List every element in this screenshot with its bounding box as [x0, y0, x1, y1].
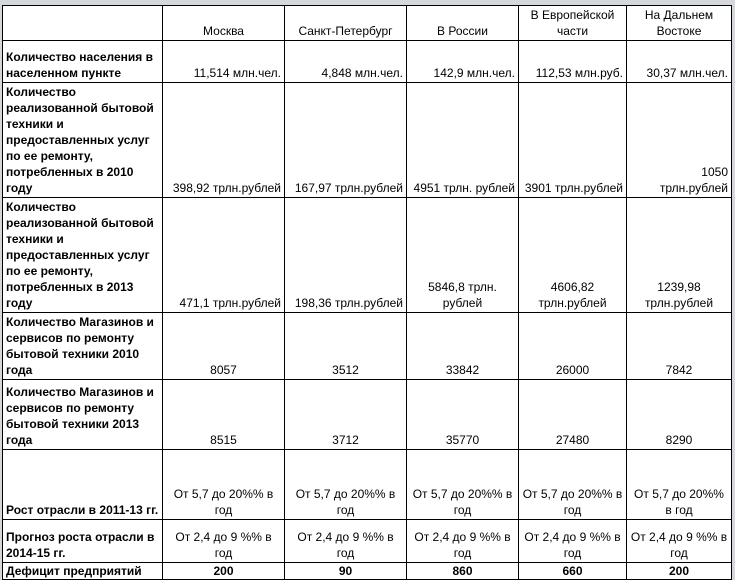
column-header-european-part: В Европейской части — [519, 6, 627, 41]
table-cell: От 2,4 до 9 %% в год — [285, 520, 407, 563]
row-label-sales-2010: Количество реализованной бытовой техники и предоставленных услуг по ее ремонту, потребленных в 2010 году — [3, 83, 163, 198]
table-cell: 11,514 млн.чел. — [163, 41, 285, 83]
row-label-sales-2013: Количество реализованной бытовой техники и предоставленных услуг по ее ремонту, потребленных в 2013 году — [3, 198, 163, 313]
table-cell: 35770 — [407, 380, 519, 450]
table-row — [3, 563, 732, 580]
table-cell: От 5,7 до 20%% в год — [519, 450, 627, 520]
row-label-population: Количество населения в населенном пункте — [3, 41, 163, 83]
table-cell: 112,53 млн.руб. — [519, 41, 627, 83]
table-cell: 4606,82 трлн.рублей — [519, 198, 627, 313]
data-table — [2, 5, 732, 580]
table-row — [3, 313, 732, 380]
table-cell: От 2,4 до 9 %% в год — [627, 520, 732, 563]
row-label-growth-2011-13: Рост отрасли в 2011-13 гг. — [3, 450, 163, 520]
table-cell: 860 — [407, 563, 519, 580]
table-cell: 30,37 млн.чел. — [627, 41, 732, 83]
table-cell: 3512 — [285, 313, 407, 380]
table-row — [3, 450, 732, 520]
table-cell: От 2,4 до 9 %% в год — [519, 520, 627, 563]
header-corner-cell — [3, 6, 163, 41]
table-cell: 1050 трлн.рублей — [627, 83, 732, 198]
column-header-russia: В России — [407, 6, 519, 41]
row-label-shops-2010: Количество Магазинов и сервисов по ремонту бытовой техники 2010 года — [3, 313, 163, 380]
table-cell: 8290 — [627, 380, 732, 450]
table-row — [3, 83, 732, 198]
table-row — [3, 198, 732, 313]
column-header-spb: Санкт-Петербург — [285, 6, 407, 41]
table-cell: От 5,7 до 20%% в год — [627, 450, 732, 520]
table-cell: 90 — [285, 563, 407, 580]
column-header-far-east: На Дальнем Востоке — [627, 6, 732, 41]
table-cell: 27480 — [519, 380, 627, 450]
table-cell: От 2,4 до 9 %% в год — [407, 520, 519, 563]
table-cell: 200 — [627, 563, 732, 580]
table-cell: 198,36 трлн.рублей — [285, 198, 407, 313]
row-label-deficit: Дефицит предприятий — [3, 563, 163, 580]
row-label-shops-2013: Количество Магазинов и сервисов по ремонту бытовой техники 2013 года — [3, 380, 163, 450]
row-label-forecast-2014-15: Прогноз роста отрасли в 2014-15 гг. — [3, 520, 163, 563]
table-cell: 5846,8 трлн. рублей — [407, 198, 519, 313]
table-cell: 200 — [163, 563, 285, 580]
table-cell: От 5,7 до 20%% в год — [163, 450, 285, 520]
table-cell: 142,9 млн.чел. — [407, 41, 519, 83]
table-cell: От 5,7 до 20%% в год — [285, 450, 407, 520]
table-cell: 26000 — [519, 313, 627, 380]
table-cell: 4,848 млн.чел. — [285, 41, 407, 83]
table-cell: 471,1 трлн.рублей — [163, 198, 285, 313]
table-cell: 8057 — [163, 313, 285, 380]
column-header-moscow: Москва — [163, 6, 285, 41]
table-cell: 7842 — [627, 313, 732, 380]
table-row — [3, 41, 732, 83]
table-row — [3, 380, 732, 450]
table-cell: 398,92 трлн.рублей — [163, 83, 285, 198]
table-cell: 8515 — [163, 380, 285, 450]
table-cell: 3712 — [285, 380, 407, 450]
table-cell: 33842 — [407, 313, 519, 380]
table-cell: 167,97 трлн.рублей — [285, 83, 407, 198]
table-cell: От 5,7 до 20%% в год — [407, 450, 519, 520]
table-cell: От 2,4 до 9 %% в год — [163, 520, 285, 563]
table-cell: 4951 трлн. рублей — [407, 83, 519, 198]
header-row — [3, 6, 732, 41]
table-cell: 3901 трлн.рублей — [519, 83, 627, 198]
table-row — [3, 520, 732, 563]
table-cell: 1239,98 трлн.рублей — [627, 198, 732, 313]
table-cell: 660 — [519, 563, 627, 580]
